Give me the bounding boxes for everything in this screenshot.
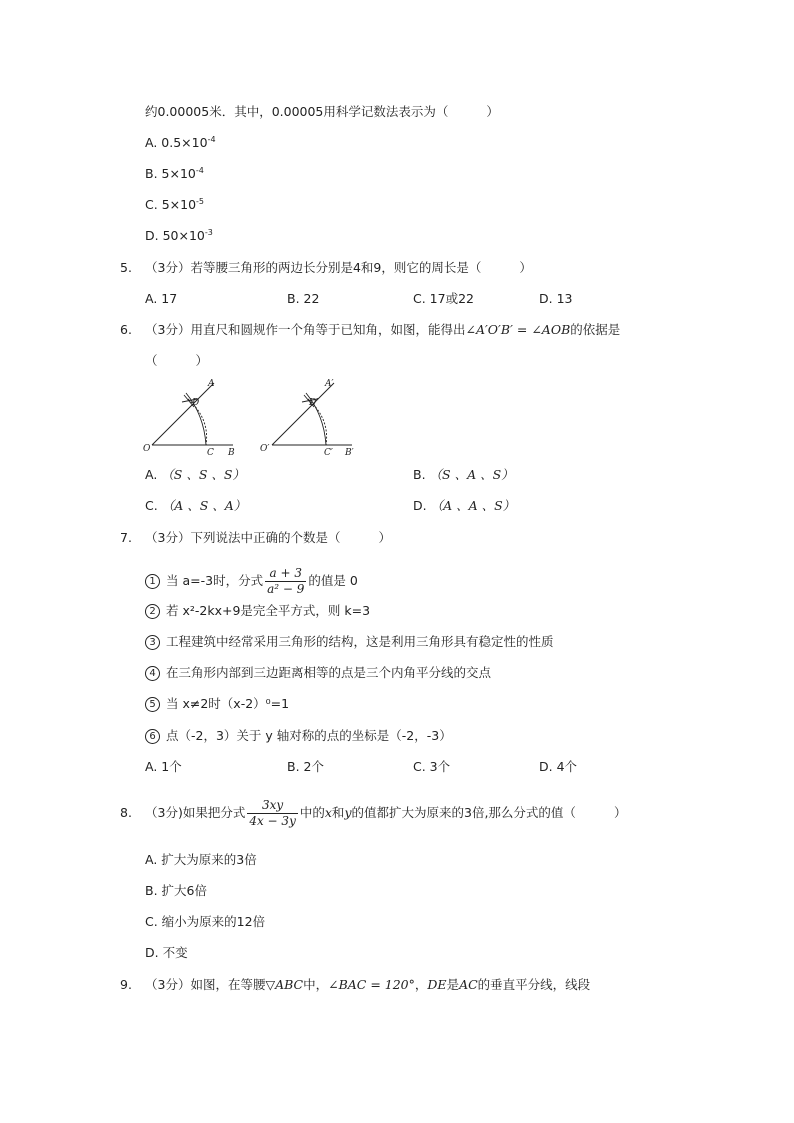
- q4-option-c: C. $5\times 10^{-5}$: [145, 197, 205, 212]
- q8-option-c: C. 缩小为原来的12倍: [145, 914, 266, 929]
- q7-option-d: D. 4个: [539, 759, 578, 774]
- q7-option-a: A. 1个: [145, 759, 182, 774]
- q5-option-c: C. 17或22: [413, 291, 474, 306]
- q6-stem: （3分）用直尺和圆规作一个角等于已知角，如图，能得出∠A′O′B′ = ∠AOB的依据是: [145, 322, 621, 337]
- q6-option-c: C. （A 、S 、A）: [145, 498, 247, 513]
- q7-item-1-fraction: $\frac{a + 3}{\text{a² − 9}}$: [267, 566, 305, 596]
- q6-left-label-d: D: [192, 398, 200, 408]
- q8-number: 8.: [120, 805, 132, 820]
- q7-item-3: 3 工程建筑中经常采用三角形的结构，这是利用三角形具有稳定性的性质: [145, 633, 554, 651]
- q6-right-label-o: O′: [260, 444, 270, 454]
- q5-stem: （3分）若等腰三角形的两边长分别是4和9，则它的周长是（ ）: [145, 260, 532, 275]
- q5-option-a: A. 17: [145, 291, 178, 306]
- q9-stem: （3分）如图，在等腰▽ABC中，∠BAC = 120°，DE是AC的垂直平分线，线段: [145, 977, 591, 992]
- q7-number: 7.: [120, 530, 132, 545]
- q8-stem: （3分)如果把分式 $\frac{3xy}{4x - 3y}$ 中的x和y的值都扩大为原来的3倍,那么分式的值（ ）: [145, 798, 627, 828]
- q6-option-a: A. （S 、S 、S）: [145, 467, 245, 482]
- q6-option-d: D. （A 、A 、S）: [413, 498, 516, 513]
- q8-fraction: $\frac{3xy}{4x - 3y}$: [249, 798, 296, 828]
- q4-stem: 约0.00005米．其中，0.00005用科学记数法表示为（ ）: [145, 104, 499, 119]
- q6-option-b: B. （S 、A 、S）: [413, 467, 514, 482]
- q7-item-6: 6 点（-2，3）关于 y 轴对称的点的坐标是（-2，-3）: [145, 727, 452, 745]
- q6-right-label-a: A′: [325, 379, 334, 389]
- q6-right-label-d: D′: [309, 398, 319, 408]
- q6-left-label-b: B: [228, 448, 235, 458]
- q6-figure: [140, 375, 370, 460]
- q7-stem: （3分）下列说法中正确的个数是（ ）: [145, 530, 391, 545]
- q5-option-b: B. 22: [287, 291, 320, 306]
- q6-left-label-o: O: [143, 444, 151, 454]
- q6-left-label-c: C: [207, 448, 214, 458]
- q7-option-b: B. 2个: [287, 759, 324, 774]
- q6-number: 6.: [120, 322, 132, 337]
- q5-number: 5.: [120, 260, 132, 275]
- q7-item-5: 5 当 x≠2时（x-2）⁰=1: [145, 695, 289, 713]
- q6-right-label-c: C′: [324, 448, 333, 458]
- q4-option-d: D. $50\times 10^{-3}$: [145, 228, 213, 243]
- q7-item-2: 2 若 x²-2kx+9是完全平方式，则 k=3: [145, 602, 370, 620]
- q5-option-d: D. 13: [539, 291, 573, 306]
- q6-stem-line2: （ ）: [145, 353, 209, 368]
- q4-option-b: B. $5\times 10^{-4}$: [145, 166, 204, 181]
- q6-figure-left: [143, 379, 235, 458]
- q7-item-4: 4 在三角形内部到三边距离相等的点是三个内角平分线的交点: [145, 664, 491, 682]
- q7-item-1: 1 当 a=-3时，分式 $\frac{a + 3}{\text{a² − 9}}$ 的值是 0: [145, 566, 358, 597]
- q8-option-a: A. 扩大为原来的3倍: [145, 852, 257, 867]
- q6-figure-right: [260, 379, 354, 458]
- q9-number: 9.: [120, 977, 132, 992]
- q4-option-a: A. $0.5\times 10^{-4}$: [145, 135, 216, 150]
- q6-left-label-a: A: [208, 379, 215, 389]
- q6-angle-formula: ∠A′O′B′ = ∠AOB: [465, 322, 571, 337]
- q8-option-d: D. 不变: [145, 945, 188, 960]
- q8-option-b: B. 扩大6倍: [145, 883, 207, 898]
- q6-right-label-b: B′: [345, 448, 354, 458]
- q7-option-c: C. 3个: [413, 759, 451, 774]
- q7-item-1-marker: 1: [145, 574, 160, 589]
